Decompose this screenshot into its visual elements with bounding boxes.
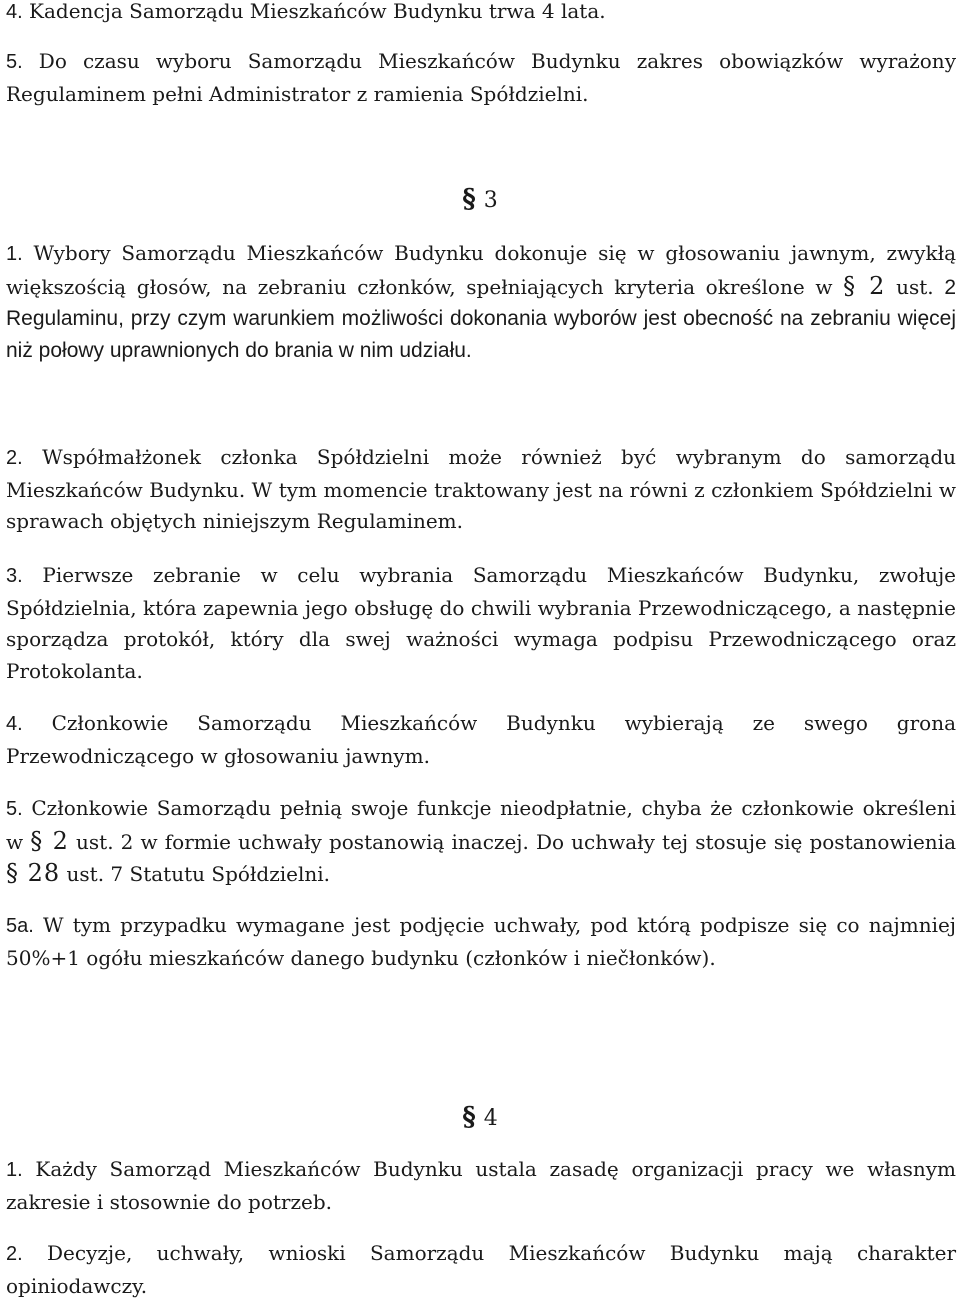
section-symbol: §	[462, 184, 476, 214]
paragraph-s4-2	[6, 1238, 956, 1302]
paragraph-s2-5	[6, 46, 956, 110]
paragraph-text: Członkowie Samorządu pełnią swoje funkcje nieodpłatnie, chyba że członkowie określeni w	[6, 796, 957, 854]
paragraph-s2-4	[6, 0, 956, 29]
paragraph-s3-1	[6, 238, 956, 366]
section-4-heading	[0, 1102, 960, 1132]
section-symbol: §	[462, 1102, 476, 1132]
paragraph-s3-4	[6, 708, 956, 772]
paragraph-text: ust.	[896, 274, 934, 299]
paragraph-text: Członkowie Samorządu Mieszkańców Budynku wybierają ze swego grona Przewodniczącego w głosowaniu jawnym.	[6, 711, 956, 768]
paragraph-text: Decyzje, uchwały, wnioski Samorządu Mieszkańców Budynku mają charakter opiniodawczy.	[6, 1241, 957, 1298]
paragraph-number: 4.	[6, 1, 23, 23]
paragraph-text: ust. 2 w formie uchwały postanowią inaczej. Do uchwały tej stosuje się postanowienia	[76, 829, 957, 854]
paragraph-text: Każdy Samorząd Mieszkańców Budynku ustala zasadę organizacji pracy we własnym zakresie i stosownie do potrzeb.	[6, 1157, 957, 1214]
paragraph-s3-3	[6, 560, 956, 687]
paragraph-text: Pierwsze zebranie w celu wybrania Samorządu Mieszkańców Budynku, zwołuje Spółdzielnia, która zapewnia jego obsługę do chwili wybrania Przewodniczącego, a następnie sporządza protokół, który dla swej ważności wymaga podpisu Przewodniczącego oraz Protokolanta.	[6, 563, 956, 683]
paragraph-number: 1.	[6, 1159, 23, 1181]
section-3-heading	[0, 184, 960, 214]
paragraph-number: 5.	[6, 51, 23, 73]
paragraph-s3-2	[6, 442, 956, 538]
paragraph-number: 5a.	[6, 915, 34, 937]
paragraph-text: W tym przypadku wymagane jest podjęcie uchwały, pod którą podpisze się co najmniej 50%+1 ogółu mieszkańców danego budynku (członków i niečłonków).	[6, 913, 957, 970]
paragraph-text: Wybory Samorządu Mieszkańców Budynku dokonuje się w głosowaniu jawnym, zwykłą większością głosów, na zebraniu członków, spełniających kryteria określone w	[6, 241, 957, 299]
paragraph-text: Współmałżonek członka Spółdzielni może również być wybranym do samorządu Mieszkańców Budynku. W tym momencie traktowany jest na równi z członkiem Spółdzielni w sprawach objętych niniejszym Regulaminem.	[6, 445, 957, 533]
paragraph-number: 3.	[6, 565, 23, 587]
paragraph-number: 1.	[6, 243, 23, 265]
section-number: 4	[483, 1106, 498, 1131]
section-reference: § 2	[843, 271, 886, 300]
paragraph-text: Kadencja Samorządu Mieszkańców Budynku trwa 4 lata.	[29, 0, 606, 23]
paragraph-text: ust. 7 Statutu Spółdzielni.	[66, 862, 330, 886]
paragraph-text: 2 Regulaminu, przy czym warunkiem możliwości dokonania wyborów jest obecność na zebraniu więcej niż połowy uprawnionych do brania w nim udziału.	[6, 275, 956, 362]
paragraph-number: 2.	[6, 447, 23, 469]
section-reference: § 2	[30, 826, 69, 855]
section-number: 3	[483, 188, 498, 213]
paragraph-s3-5a	[6, 910, 956, 974]
paragraph-text: Do czasu wyboru Samorządu Mieszkańców Budynku zakres obowiązków wyrażony Regulaminem pełni Administrator z ramienia Spółdzielni.	[6, 49, 956, 106]
paragraph-number: 4.	[6, 713, 23, 735]
paragraph-number: 5.	[6, 798, 23, 820]
paragraph-s4-1	[6, 1154, 956, 1218]
paragraph-number: 2.	[6, 1243, 23, 1265]
paragraph-s3-5	[6, 793, 956, 891]
section-reference: § 28	[6, 859, 61, 887]
